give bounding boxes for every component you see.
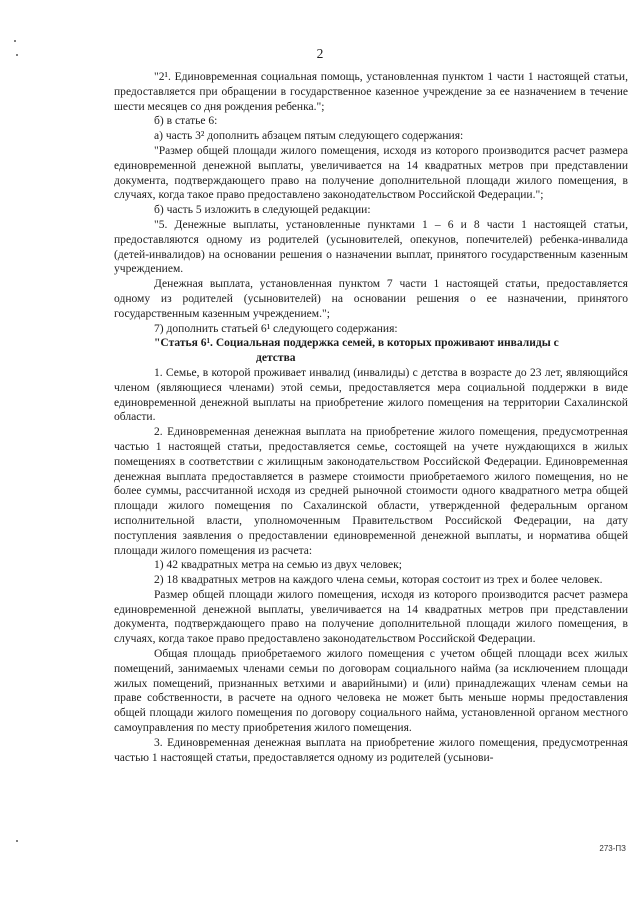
article-paragraph: 3. Единовременная денежная выплата на приобретение жилого помещения, предусмотренная частью 1 настоящей статьи, предоставляется одному из родителей (усынови-	[114, 736, 628, 764]
article-heading	[114, 336, 628, 351]
paragraph: "Размер общей площади жилого помещения, исходя из которого производится расчет размера единовременной денежной выплаты, увеличивается на 14 квадратных метров при представлении документа, подтверждающего право на получение дополнительной площади жилого помещения, в случаях, когда такое право предоставлено законодательством Российской Федерации.";	[114, 144, 628, 202]
article-paragraph: Общая площадь приобретаемого жилого помещения с учетом общей площади всех жилых помещений, занимаемых членами семьи по договорам социального найма (за исключением площади жилых помещений, признанных ветхими и аварийными) и (или) принадлежащих членам семьи на праве собственности, в расчете на одного человека не может быть меньше нормы предоставления общей площади жилого помещения по договору социального найма, установленной органом местного самоуправления по месту приобретения жилого помещения.	[114, 648, 628, 735]
article-paragraph: 1) 42 квадратных метра на семью из двух человек;	[154, 559, 402, 572]
article-title: Социальная поддержка семей, в которых проживают инвалиды с	[215, 337, 559, 350]
document-id: 273-ПЗ	[599, 844, 626, 853]
paragraph: б) часть 5 изложить в следующей редакции:	[154, 204, 371, 217]
article-paragraph: 2) 18 квадратных метров на каждого члена семьи, которая состоит из трех и более человек.	[154, 574, 603, 587]
article-paragraph: 2. Единовременная денежная выплата на приобретение жилого помещения, предусмотренная частью 1 настоящей статьи, предоставляется семье, состоящей на учете нуждающихся в жилых помещениях в соответствии с жилищным законодательством Российской Федерации. Единовременная денежная выплата предоставляется в размере стоимости приобретаемого жилого помещения, но не более суммы, рассчитанной исходя из средней рыночной стоимости одного квадратного метра общей площади жилого помещения по Сахалинской области, утвержденной федеральным органом исполнительной власти, уполномоченным Правительством Российской Федерации, на дату поступления заявления о предоставлении единовременной денежной выплаты, и норматива общей площади жилого помещения из расчета:	[114, 426, 628, 557]
paragraph: "2¹. Единовременная социальная помощь, установленная пунктом 1 части 1 настоящей статьи, предоставляется при обращении в государственное казенное учреждение за ее назначением в течение шести месяцев со дня рождения ребенка.";	[114, 71, 628, 113]
document-body	[114, 70, 628, 765]
paragraph: "5. Денежные выплаты, установленные пунктами 1 – 6 и 8 части 1 настоящей статьи, предоставляются одному из родителей (усыновителей, опекунов, попечителей) ребенка-инвалида (детей-инвалидов) на основании решения о назначении выплат, принятого государственным казенным учреждением.	[114, 218, 628, 276]
scan-speck	[16, 840, 18, 842]
scan-speck	[14, 40, 16, 42]
paragraph: а) часть 3² дополнить абзацем пятым следующего содержания:	[154, 130, 464, 143]
article-number: "Статья 6¹.	[154, 337, 213, 350]
article-title-continuation: детства	[256, 352, 296, 365]
article-paragraph: Размер общей площади жилого помещения, исходя из которого производится расчет размера единовременной денежной выплаты, увеличивается на 14 квадратных метров при представлении документа, подтверждающего право на получение дополнительной площади жилого помещения, в случаях, когда такое право предоставлено законодательством Российской Федерации.	[114, 588, 628, 646]
page-number: 2	[316, 46, 324, 61]
paragraph: Денежная выплата, установленная пунктом 7 части 1 настоящей статьи, предоставляется одному из родителей (усыновителей) на основании решения о ее назначении, принятого государственным казенным учреждением.";	[114, 278, 628, 320]
paragraph: б) в статье 6:	[154, 115, 218, 128]
article-paragraph: 1. Семье, в которой проживает инвалид (инвалиды) с детства в возрасте до 23 лет, являющийся членом (являющиеся членами) этой семьи, предоставляется мера социальной поддержки в виде единовременной денежной выплаты на приобретение жилого помещения на территории Сахалинской области.	[114, 366, 628, 424]
paragraph: 7) дополнить статьей 6¹ следующего содержания:	[154, 322, 398, 335]
